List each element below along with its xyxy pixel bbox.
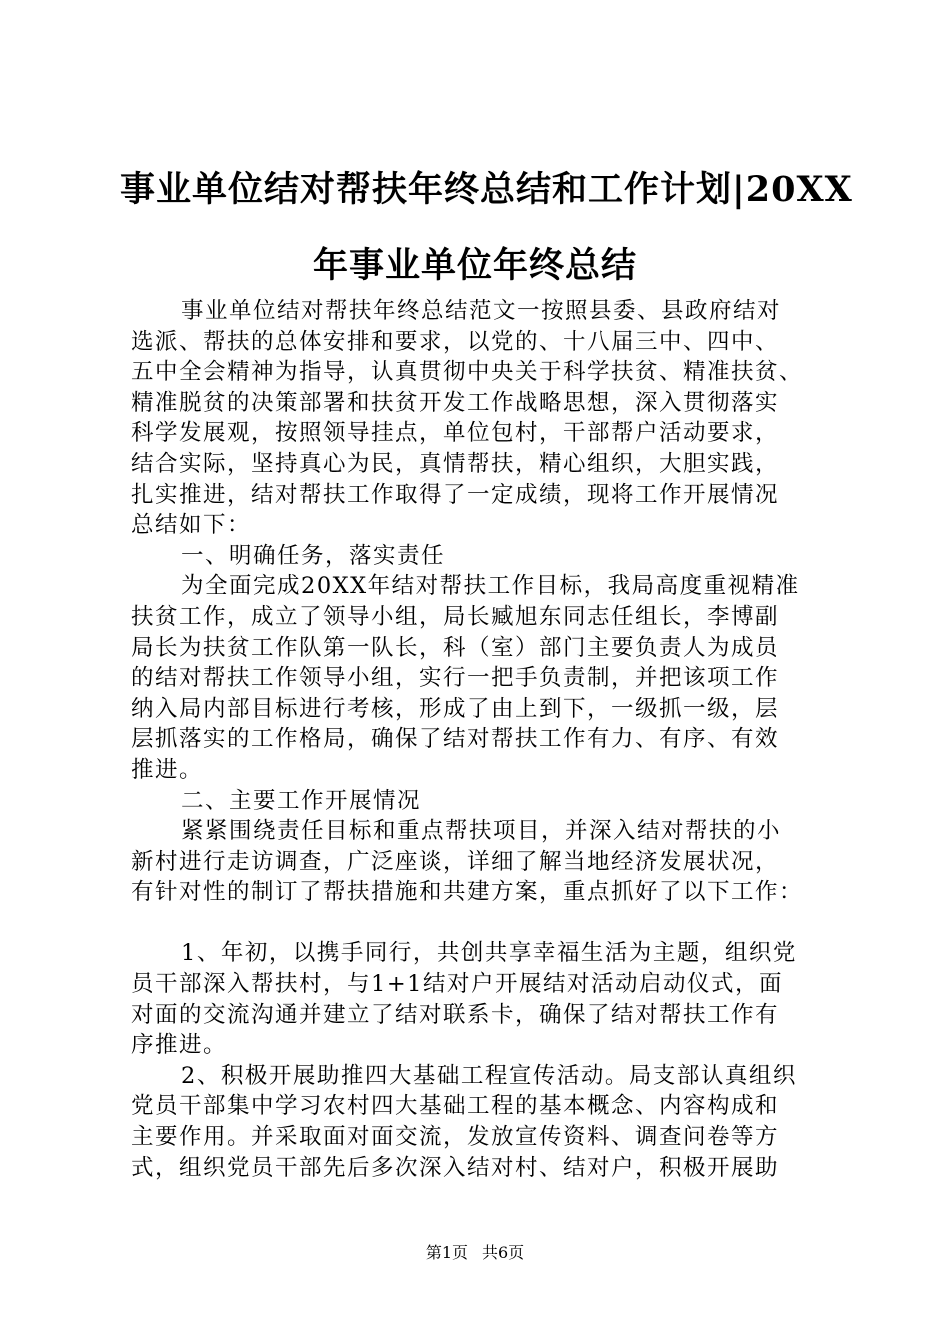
section-heading: 二、主要工作开展情况 — [181, 787, 422, 814]
body-line: 精准脱贫的决策部署和扶贫开发工作战略思想，深入贯彻落实 — [131, 389, 780, 416]
body-line: 党员干部集中学习农村四大基础工程的基本概念、内容构成和 — [131, 1093, 780, 1120]
body-line: 推进。 — [131, 756, 204, 783]
body-line: 有针对性的制订了帮扶措施和共建方案，重点抓好了以下工作： — [131, 879, 804, 906]
body-line: 序推进。 — [131, 1032, 228, 1059]
page-footer — [0, 1243, 950, 1263]
body-line: 事业单位结对帮扶年终总结范文一按照县委、县政府结对 — [181, 298, 782, 324]
body-line: 式，组织党员干部先后多次深入结对村、结对户，积极开展助 — [131, 1154, 780, 1181]
page-number-current: 第1页 — [425, 1243, 468, 1262]
body-line: 紧紧围绕责任目标和重点帮扶项目，并深入结对帮扶的小 — [181, 818, 782, 845]
body-line: 扶贫工作，成立了领导小组，局长臧旭东同志任组长，李博副 — [131, 603, 780, 630]
body-line: 纳入局内部目标进行考核，形成了由上到下，一级抓一级，层 — [131, 695, 780, 722]
body-line: 主要作用。并采取面对面交流，发放宣传资料、调查问卷等方 — [131, 1124, 780, 1151]
title-line: 事业单位结对帮扶年终总结和工作计划|20XX — [120, 169, 853, 210]
body-line: 总结如下： — [131, 512, 252, 539]
body-line: 1、年初，以携手同行，共创共享幸福生活为主题，组织党 — [181, 940, 797, 967]
body-line: 的结对帮扶工作领导小组，实行一把手负责制，并把该项工作 — [131, 665, 780, 692]
section-heading: 一、明确任务，落实责任 — [181, 542, 446, 569]
body-line: 员干部深入帮扶村，与1+1结对户开展结对活动启动仪式，面 — [131, 971, 783, 998]
page-number-total: 共6页 — [482, 1243, 525, 1262]
body-line: 层抓落实的工作格局，确保了结对帮扶工作有力、有序、有效 — [131, 726, 780, 753]
body-line: 2、积极开展助推四大基础工程宣传活动。局支部认真组织 — [181, 1062, 797, 1089]
body-line: 五中全会精神为指导，认真贯彻中央关于科学扶贫、精准扶贫、 — [131, 359, 804, 386]
document-body — [131, 296, 831, 1183]
blank-line — [131, 908, 831, 939]
body-line: 选派、帮扶的总体安排和要求，以党的、十八届三中、四中、 — [131, 328, 780, 355]
body-line: 结合实际，坚持真心为民，真情帮扶，精心组织，大胆实践， — [131, 450, 780, 477]
title-line: 年事业单位年终总结 — [312, 245, 637, 286]
body-line: 对面的交流沟通并建立了结对联系卡，确保了结对帮扶工作有 — [131, 1001, 780, 1028]
body-line: 科学发展观，按照领导挂点，单位包村，干部帮户活动要求， — [131, 420, 780, 447]
document-title — [120, 152, 853, 304]
body-line: 新村进行走访调查，广泛座谈，详细了解当地经济发展状况， — [131, 848, 780, 875]
body-line: 局长为扶贫工作队第一队长，科（室）部门主要负责人为成员 — [131, 634, 780, 661]
body-line: 为全面完成20XX年结对帮扶工作目标，我局高度重视精准 — [181, 573, 800, 600]
body-line: 扎实推进，结对帮扶工作取得了一定成绩，现将工作开展情况 — [131, 481, 780, 508]
